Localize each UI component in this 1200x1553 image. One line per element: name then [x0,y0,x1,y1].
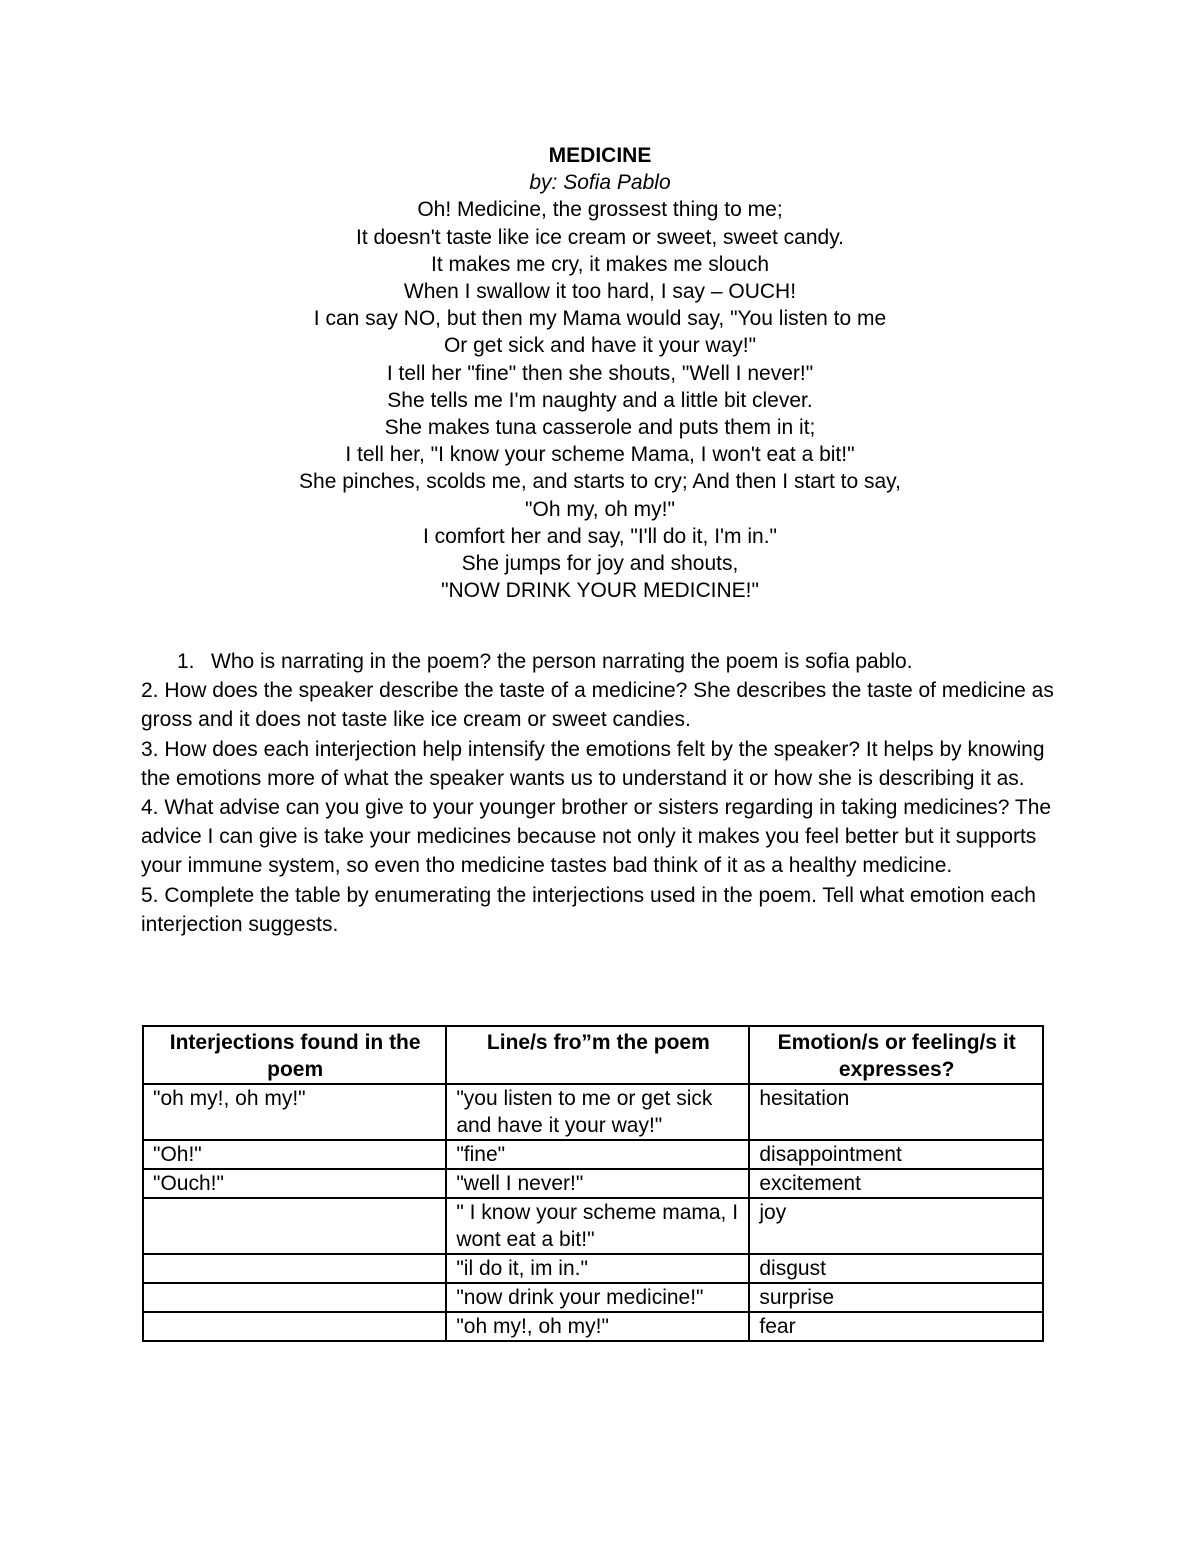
poem-line: She jumps for joy and shouts, [461,552,739,576]
emotion-cell: hesitation [749,1084,1043,1140]
line-cell: "you listen to me or get sick and have it your way!" [446,1084,749,1140]
poem-line: It makes me cry, it makes me slouch [430,252,770,276]
table-row [143,1084,1043,1140]
question-2: 2. How does the speaker describe the taste of a medicine? She describes the taste of medicine as gross and it does not taste like ice cream or sweet candies. [141,679,1054,732]
line-cell: "well I never!" [446,1169,749,1198]
poem-line: I can say NO, but then my Mama would say, "You listen to me [313,307,887,331]
interjection-cell [143,1312,446,1341]
poem-line: Or get sick and have it your way!" [443,334,757,358]
poem-line: It doesn't taste like ice cream or sweet, sweet candy. [355,225,844,249]
poem-line: I tell her "fine" then she shouts, "Well I never!" [386,361,814,385]
table-row [143,1198,1043,1254]
interjection-cell [143,1198,446,1254]
line-cell: "now drink your medicine!" [446,1283,749,1312]
emotion-cell: disgust [749,1254,1043,1283]
interjection-cell: "Ouch!" [143,1169,446,1198]
table-row [143,1254,1043,1283]
question-3: 3. How does each interjection help intensify the emotions felt by the speaker? It helps by knowing the emotions more of what the speaker wants us to understand it or how she is describing it as. [141,737,1045,790]
poem-line: Oh! Medicine, the grossest thing to me; [417,198,783,222]
emotion-cell: surprise [749,1283,1043,1312]
emotion-cell: disappointment [749,1140,1043,1169]
interjections-table [142,1025,1044,1342]
table-row [143,1312,1043,1341]
emotion-cell: excitement [749,1169,1043,1198]
poem-line: "Oh my, oh my!" [525,497,675,521]
table-row [143,1169,1043,1198]
line-cell: "fine" [446,1140,749,1169]
poem-line: She makes tuna casserole and puts them in it; [384,416,816,440]
header-interjections: Interjections found in the poem [143,1026,446,1084]
header-emotions: Emotion/s or feeling/s it expresses? [749,1026,1043,1084]
emotion-cell: joy [749,1198,1043,1254]
table-row [143,1283,1043,1312]
line-cell: "il do it, im in." [446,1254,749,1283]
header-lines: Line/s fro”m the poem [446,1026,749,1084]
interjection-cell: "oh my!, oh my!" [143,1084,446,1140]
poem-line: When I swallow it too hard, I say – OUCH! [403,280,797,304]
poem-line: I comfort her and say, "I'll do it, I'm in." [423,524,777,548]
interjection-cell: "Oh!" [143,1140,446,1169]
line-cell: " I know your scheme mama, I wont eat a bit!" [446,1198,749,1254]
poem [0,142,1200,604]
table-row [143,1140,1043,1169]
poem-line: I tell her, "I know your scheme Mama, I won't eat a bit!" [345,443,855,467]
question-1-number: 1. [177,650,195,673]
line-cell: "oh my!, oh my!" [446,1312,749,1341]
emotion-cell: fear [749,1312,1043,1341]
table-header-row [143,1026,1043,1084]
question-1 [141,647,1071,676]
poem-line: She tells me I'm naughty and a little bit clever. [387,388,813,412]
questions-section [141,647,1071,939]
interjection-cell [143,1283,446,1312]
poem-title: MEDICINE [548,144,652,167]
question-1-text: Who is narrating in the poem? the person narrating the poem is sofia pablo. [211,650,913,673]
poem-byline: by: Sofia Pablo [529,171,671,195]
poem-line: She pinches, scolds me, and starts to cry; And then I start to say, [299,470,901,494]
question-4: 4. What advise can you give to your younger brother or sisters regarding in taking medicines? The advice I can give is take your medicines because not only it makes you feel better but it supports your immune system, so even tho medicine tastes bad think of it as a healthy medicine. [141,796,1052,878]
poem-line: "NOW DRINK YOUR MEDICINE!" [441,579,759,603]
question-5: 5. Complete the table by enumerating the interjections used in the poem. Tell what emotion each interjection suggests. [141,883,1036,936]
interjection-cell [143,1254,446,1283]
